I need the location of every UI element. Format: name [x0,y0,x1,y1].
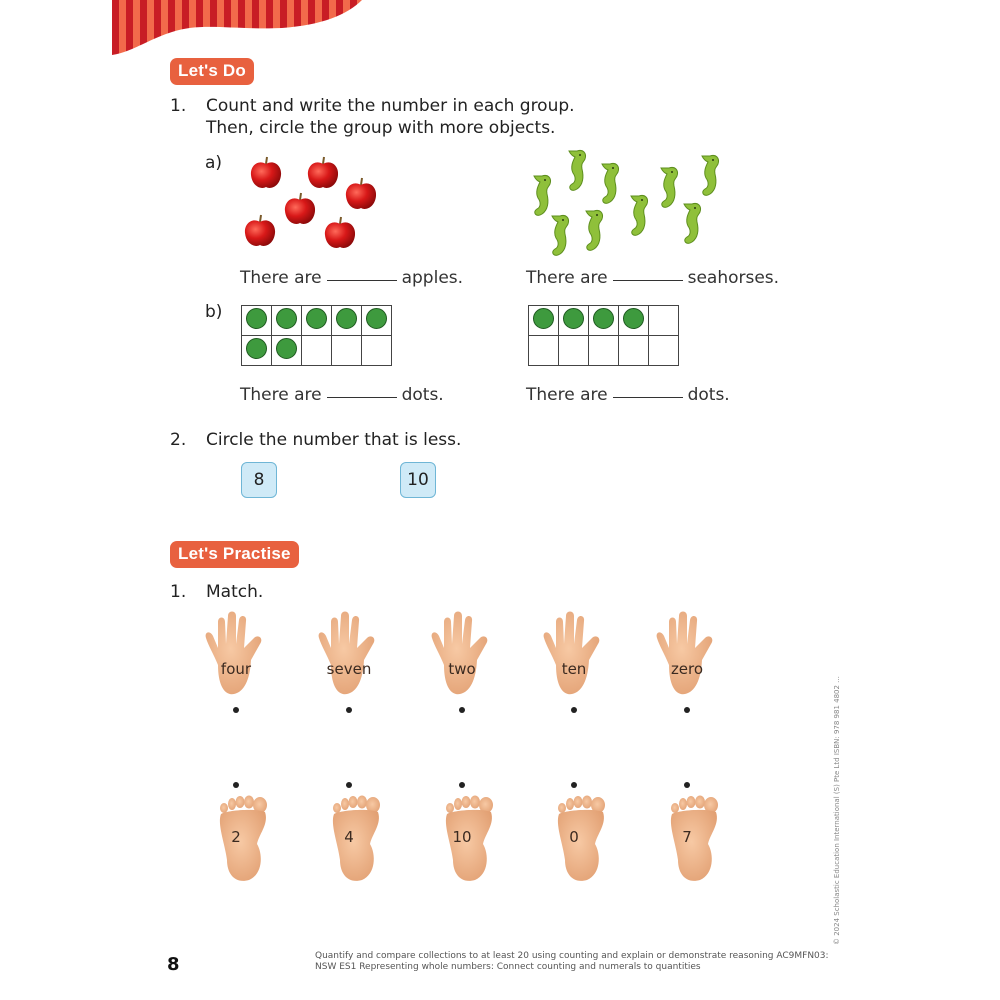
hand-card-seven [309,610,389,720]
foot-number: 4 [344,828,354,846]
hand-card-zero [647,610,727,720]
apple-icon [251,157,281,188]
part-a-label: a) [205,153,223,173]
answer-blank-dots-left[interactable] [327,397,397,398]
seahorse-group-image [520,142,730,257]
match-dot-foot[interactable] [684,782,690,788]
foot-number: 0 [569,828,579,846]
number-option-10[interactable]: 10 [400,462,436,498]
question-number: 1. [170,96,187,116]
match-dot-foot[interactable] [459,782,465,788]
sentence-start: There are [526,268,608,288]
hand-icon [647,610,727,700]
sentence-seahorses [526,268,779,288]
hand-icon [196,610,276,700]
hand-icon [534,610,614,700]
sentence-dots-left [240,385,444,405]
question-text: Match. [206,582,264,602]
match-dot-hand[interactable] [571,707,577,713]
sentence-end: dots. [687,385,730,405]
hand-card-ten [534,610,614,720]
question-text-line2: Then, circle the group with more objects. [206,118,556,138]
match-dot-hand[interactable] [459,707,465,713]
hands-row [196,610,756,730]
dot-icon [246,308,267,329]
striped-banner-decoration [112,0,372,58]
foot-card-0 [534,782,614,892]
practise-question-1 [170,581,263,603]
hand-word: two [448,660,476,678]
section-badge-lets-practise: Let's Practise [170,541,299,568]
match-dot-foot[interactable] [571,782,577,788]
foot-card-4 [309,782,389,892]
apple-group-image [238,148,388,256]
hand-word: seven [326,660,372,678]
match-dot-foot[interactable] [233,782,239,788]
question-number: 2. [170,430,187,450]
ten-frame-right [528,305,679,366]
hand-card-four [196,610,276,720]
match-dot-hand[interactable] [346,707,352,713]
sentence-end: seahorses. [687,268,780,288]
sentence-end: apples. [401,268,464,288]
match-dot-foot[interactable] [346,782,352,788]
answer-blank-dots-right[interactable] [613,397,683,398]
hand-word: zero [670,660,704,678]
answer-blank-seahorses[interactable] [613,280,683,281]
hand-word: ten [561,660,587,678]
sentence-start: There are [240,385,322,405]
question-1 [170,95,575,139]
sentence-dots-right [526,385,730,405]
curriculum-footer [315,951,829,973]
section-badge-lets-do: Let's Do [170,58,254,85]
page-number: 8 [167,954,180,975]
feet-row [196,782,756,902]
part-b-label: b) [205,302,223,322]
curriculum-line-2: NSW ES1 Representing whole numbers: Connect counting and numerals to quantities [315,962,701,972]
foot-number: 7 [682,828,692,846]
hand-card-two [422,610,502,720]
question-2 [170,429,461,451]
foot-card-7 [647,782,727,892]
hand-icon [309,610,389,700]
match-dot-hand[interactable] [684,707,690,713]
foot-number: 2 [231,828,241,846]
match-dot-hand[interactable] [233,707,239,713]
hand-word: four [220,660,252,678]
question-text: Circle the number that is less. [206,430,462,450]
answer-blank-apples[interactable] [327,280,397,281]
foot-number: 10 [452,828,472,846]
question-text-line1: Count and write the number in each group. [206,96,575,116]
ten-frame-left [241,305,392,366]
sentence-start: There are [526,385,608,405]
number-option-8[interactable]: 8 [241,462,277,498]
sentence-end: dots. [401,385,444,405]
curriculum-line-1: Quantify and compare collections to at least 20 using counting and explain or demonstrate reasoning AC9MFN03: [315,951,829,961]
foot-card-2 [196,782,276,892]
sentence-apples [240,268,463,288]
foot-card-10 [422,782,502,892]
copyright-text: © 2024 Scholastic Education International (S) Pte Ltd ISBN: 978 981 4802 ... [833,676,841,945]
hand-icon [422,610,502,700]
question-number: 1. [170,582,187,602]
sentence-start: There are [240,268,322,288]
